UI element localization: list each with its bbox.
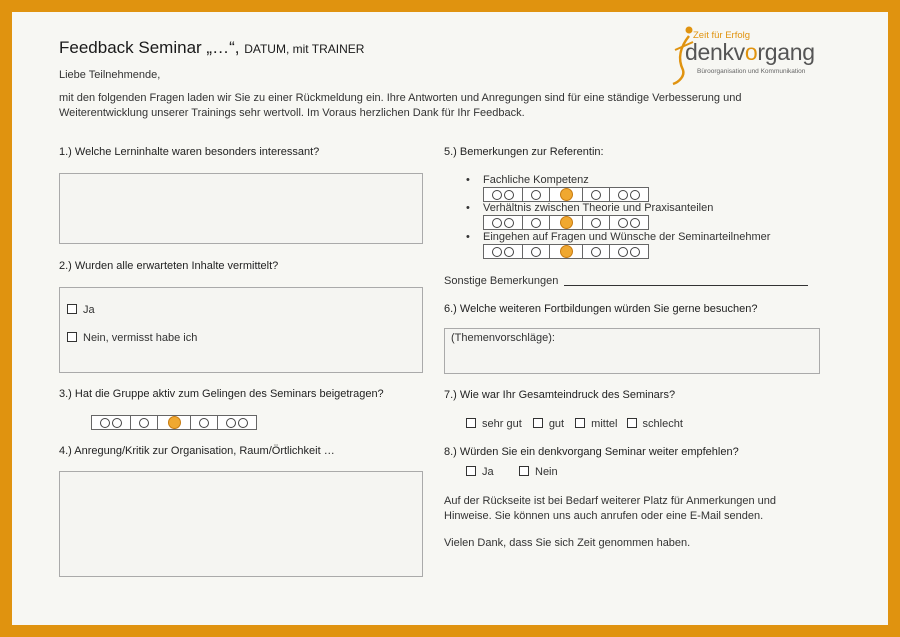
footer-note: Auf der Rückseite ist bei Bedarf weiterer Platz für Anmerkungen und Hinweise. Sie können uns auch anrufen oder eine E-Mail senden. xyxy=(444,495,777,522)
checkbox-icon[interactable] xyxy=(627,418,637,428)
option-good[interactable]: gut xyxy=(533,418,564,430)
happy-face-icon xyxy=(531,190,541,200)
rating-neutral[interactable] xyxy=(550,245,583,258)
other-remarks-label: Sonstige Bemerkungen xyxy=(444,275,559,287)
question-8-option-yes[interactable]: Ja xyxy=(466,466,494,478)
happy-face-icon xyxy=(504,190,514,200)
rating-good[interactable] xyxy=(131,416,158,429)
logo-tagline: Büroorganisation und Kommunikation xyxy=(697,68,806,75)
question-2-label: 2.) Wurden alle erwarteten Inhalte vermittelt? xyxy=(59,260,279,272)
sad-face-icon xyxy=(630,218,640,228)
checkbox-icon[interactable] xyxy=(466,418,476,428)
rating-good[interactable] xyxy=(523,188,550,201)
sad-face-icon xyxy=(630,190,640,200)
question-8-label: 8.) Würden Sie ein denkvorgang Seminar weiter empfehlen? xyxy=(444,446,739,458)
sad-face-icon xyxy=(591,218,601,228)
question-3-rating-scale[interactable] xyxy=(91,415,257,430)
happy-face-icon xyxy=(531,247,541,257)
question-2-option-yes[interactable]: Ja xyxy=(67,304,95,316)
option-bad[interactable]: schlecht xyxy=(627,418,683,430)
checkbox-icon[interactable] xyxy=(533,418,543,428)
neutral-face-icon xyxy=(168,416,181,429)
question-7-label: 7.) Wie war Ihr Gesamteindruck des Seminars? xyxy=(444,389,676,401)
rating-very-bad[interactable] xyxy=(218,416,256,429)
sad-face-icon xyxy=(618,247,628,257)
rating-neutral[interactable] xyxy=(550,216,583,229)
rating-very-bad[interactable] xyxy=(610,216,648,229)
sad-face-icon xyxy=(618,218,628,228)
rating-neutral[interactable] xyxy=(550,188,583,201)
rating-very-good[interactable] xyxy=(92,416,131,429)
happy-face-icon xyxy=(492,190,502,200)
happy-face-icon xyxy=(504,247,514,257)
rating-bad[interactable] xyxy=(583,188,610,201)
page-title: Feedback Seminar „…“, DATUM, mit TRAINER xyxy=(59,38,365,57)
logo-wordmark: denkvorgang xyxy=(685,39,815,65)
happy-face-icon xyxy=(112,418,122,428)
neutral-face-icon xyxy=(560,216,573,229)
rating-very-good[interactable] xyxy=(484,245,523,258)
rating-good[interactable] xyxy=(523,245,550,258)
rating-good[interactable] xyxy=(523,216,550,229)
happy-face-icon xyxy=(504,218,514,228)
question-2-box xyxy=(59,287,423,373)
greeting: Liebe Teilnehmende, xyxy=(59,69,161,81)
question-4-label: 4.) Anregung/Kritik zur Organisation, Raum/Örtlichkeit … xyxy=(59,445,335,457)
neutral-face-icon xyxy=(560,245,573,258)
sad-face-icon xyxy=(591,190,601,200)
checkbox-icon[interactable] xyxy=(67,332,77,342)
question-7-options xyxy=(466,418,683,430)
happy-face-icon xyxy=(139,418,149,428)
neutral-face-icon xyxy=(560,188,573,201)
rating-very-good[interactable] xyxy=(484,216,523,229)
checkbox-icon[interactable] xyxy=(575,418,585,428)
feedback-sheet xyxy=(12,12,888,625)
rating-bad[interactable] xyxy=(583,245,610,258)
checkbox-icon[interactable] xyxy=(519,466,529,476)
question-6-answer-field[interactable] xyxy=(444,328,820,374)
option-very-good[interactable]: sehr gut xyxy=(466,418,522,430)
rating-very-good[interactable] xyxy=(484,188,523,201)
company-logo xyxy=(667,20,827,90)
sad-face-icon xyxy=(199,418,209,428)
question-5-label: 5.) Bemerkungen zur Referentin: xyxy=(444,146,604,158)
question-5-item-1: • Fachliche Kompetenz xyxy=(483,174,589,186)
sad-face-icon xyxy=(238,418,248,428)
question-5-item-2: • Verhältnis zwischen Theorie und Praxisanteilen xyxy=(483,202,713,214)
question-1-label: 1.) Welche Lerninhalte waren besonders interessant? xyxy=(59,146,320,158)
sad-face-icon xyxy=(591,247,601,257)
question-5-item-2-scale[interactable] xyxy=(483,215,649,230)
sad-face-icon xyxy=(630,247,640,257)
rating-very-bad[interactable] xyxy=(610,188,648,201)
question-5-item-1-scale[interactable] xyxy=(483,187,649,202)
question-3-label: 3.) Hat die Gruppe aktiv zum Gelingen des Seminars beigetragen? xyxy=(59,388,384,400)
sad-face-icon xyxy=(618,190,628,200)
intro-text: mit den folgenden Fragen laden wir Sie zu einer Rückmeldung ein. Ihre Antworten und Anregungen sind für eine ständige Verbesserung und Weiterentwicklung unserer Trainings sehr wertvoll. Im Voraus herzlichen Dank für Ihr Feedback. xyxy=(59,92,742,119)
question-2-option-no[interactable]: Nein, vermisst habe ich xyxy=(67,332,197,344)
rating-bad[interactable] xyxy=(191,416,218,429)
happy-face-icon xyxy=(492,247,502,257)
checkbox-icon[interactable] xyxy=(466,466,476,476)
question-8-option-no[interactable]: Nein xyxy=(519,466,558,478)
question-5-item-3-scale[interactable] xyxy=(483,244,649,259)
happy-face-icon xyxy=(531,218,541,228)
question-6-label: 6.) Welche weiteren Fortbildungen würden Sie gerne besuchen? xyxy=(444,303,758,315)
question-4-answer-field[interactable] xyxy=(59,471,423,577)
other-remarks-line[interactable] xyxy=(564,285,808,286)
happy-face-icon xyxy=(100,418,110,428)
logo-tagline-top: Zeit für Erfolg xyxy=(693,30,751,41)
option-medium[interactable]: mittel xyxy=(575,418,617,430)
rating-very-bad[interactable] xyxy=(610,245,648,258)
sad-face-icon xyxy=(226,418,236,428)
question-5-item-3: • Eingehen auf Fragen und Wünsche der Seminarteilnehmer xyxy=(483,231,770,243)
question-6-placeholder: (Themenvorschläge): xyxy=(451,332,555,344)
rating-bad[interactable] xyxy=(583,216,610,229)
rating-neutral[interactable] xyxy=(158,416,191,429)
question-1-answer-field[interactable] xyxy=(59,173,423,244)
happy-face-icon xyxy=(492,218,502,228)
checkbox-icon[interactable] xyxy=(67,304,77,314)
footer-thanks: Vielen Dank, dass Sie sich Zeit genommen haben. xyxy=(444,537,691,549)
title-subtitle: DATUM, mit TRAINER xyxy=(244,42,365,56)
